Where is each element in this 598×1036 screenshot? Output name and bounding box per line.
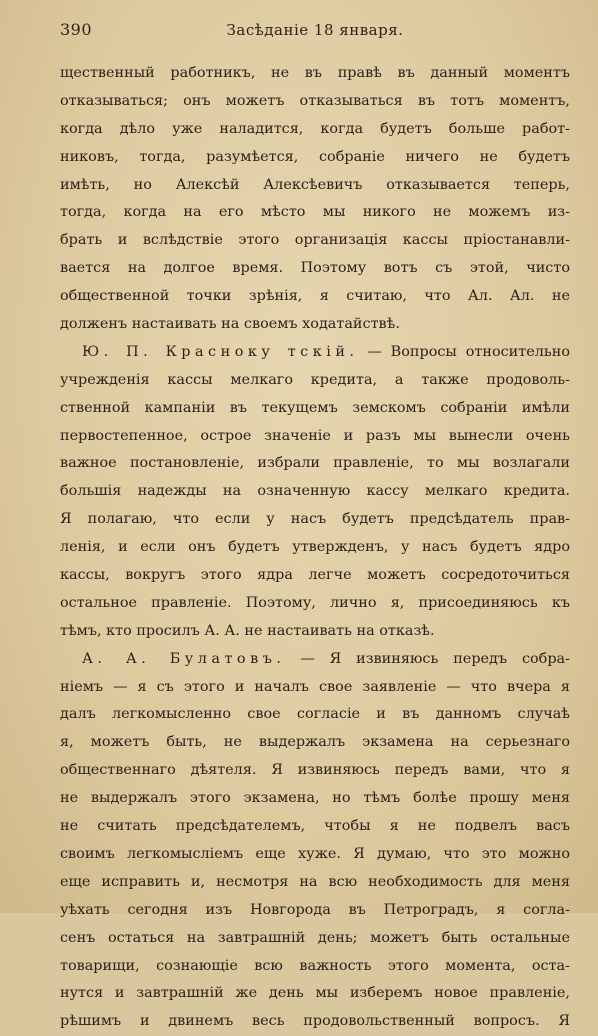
text-line [60,590,570,618]
text-line [60,199,570,227]
line-text: вается на долгое время. Поэтому вотъ съ этой, чисто [60,260,570,277]
line-text: Я полагаю, что если у насъ будетъ предсѣдатель прав- [60,511,570,528]
line-text: не выдержалъ этого экзамена, но тѣмъ болѣе прошу меня [60,790,570,807]
line-text: товарищи, сознающіе всю важность этого момента, оста- [60,957,570,974]
text-line [60,618,570,646]
page-header [60,20,570,44]
text-line [60,367,570,395]
text-line [60,729,570,757]
line-text: ніемъ — я съ этого и началъ свое заявленіе — что вчера я [60,678,570,695]
text-line [60,869,570,897]
text-line [60,785,570,813]
line-text: остальное правленіе. Поэтому, лично я, присоединяюсь къ [60,594,570,611]
line-text: нутся и завтрашній же день мы изберемъ новое правленіе, [60,985,570,1002]
line-text: уѣхать сегодня изъ Новгорода въ Петроградъ, я согла- [60,901,570,918]
line-text: — Я извиняюсь передъ собра- [285,650,570,667]
page-number: 390 [60,20,93,39]
line-text: тогда, когда на его мѣсто мы никого не можемъ из- [60,204,570,221]
text-line [60,283,570,311]
text-line [60,646,570,674]
line-text: ственной кампаніи въ текущемъ земскомъ собраніи имѣли [60,399,570,416]
line-text: щественный работникъ, не въ правѣ въ данный моментъ [60,65,570,81]
text-line [60,450,570,478]
text-line [60,311,570,339]
text-line [60,60,570,88]
line-text: первостепенное, острое значеніе и разъ мы вынесли очень [60,427,570,444]
text-line [60,674,570,702]
line-text: сенъ остаться на завтрашній день; можетъ быть остальные [60,929,570,946]
text-line [60,813,570,841]
line-text: еще исправить и, несмотря на всю необходимость для меня [60,873,570,890]
body-text [60,60,570,1036]
text-line [60,116,570,144]
text-line [60,980,570,1008]
text-line [60,339,570,367]
text-line [60,478,570,506]
text-line [60,562,570,590]
text-line [60,534,570,562]
text-line [60,953,570,981]
line-text: когда дѣло уже наладится, когда будетъ больше работ- [60,120,570,137]
line-text: рѣшимъ и двинемъ весь продовольственный вопросъ. Я [60,1013,570,1030]
running-title: Засѣданіе 18 января. [226,21,404,39]
line-text: отказываться; онъ можетъ отказываться въ тотъ моментъ, [60,92,570,109]
speaker-name: А. А. Булатовъ. [82,650,286,667]
line-text: брать и вслѣдствіе этого организація кассы пріостанавли- [60,232,570,249]
line-text: тѣмъ, кто просилъ А. А. не настаивать на отказѣ. [60,622,435,639]
line-text: своимъ легкомысліемъ еще хуже. Я думаю, что это можно [60,845,570,862]
text-line [60,255,570,283]
text-line [60,423,570,451]
line-text: не считать предсѣдателемъ, чтобы я не подвелъ васъ [60,818,570,835]
line-text: далъ легкомысленно свое согласіе и въ данномъ случаѣ [60,706,570,723]
line-text: общественной точки зрѣнія, я считаю, что Ал. Ал. не [60,288,570,305]
text-line [60,88,570,116]
line-text: я, можетъ быть, не выдержалъ экзамена на серьезнаго [60,734,570,751]
text-line [60,172,570,200]
speaker-name: Ю. П. Красноку тскій. [82,343,359,360]
text-line [60,925,570,953]
line-text: большія надежды на означенную кассу мелкаго кредита. [60,483,570,500]
text-line [60,227,570,255]
line-text: общественнаго дѣятеля. Я извиняюсь передъ вами, что я [60,762,570,779]
text-line [60,701,570,729]
text-line [60,757,570,785]
text-line [60,897,570,925]
line-text: никовъ, тогда, разумѣется, собраніе ничего не будетъ [60,148,570,165]
line-text: имѣть, но Алексѣй Алексѣевичъ отказывается теперь, [60,176,570,193]
text-line [60,506,570,534]
text-line [60,841,570,869]
line-text: учрежденія кассы мелкаго кредита, а также продоволь- [60,371,570,388]
text-line [60,395,570,423]
line-text: ленія, и если онъ будетъ утвержденъ, у насъ будетъ ядро [60,539,570,556]
line-text: — Вопросы относительно [358,343,570,360]
line-text: долженъ настаивать на своемъ ходатайствѣ. [60,316,400,333]
text-line [60,144,570,172]
line-text: кассы, вокругъ этого ядра легче можетъ сосредоточиться [60,567,570,584]
line-text: важное постановленіе, избрали правленіе, то мы возлагали [60,455,570,472]
text-line [60,1008,570,1036]
